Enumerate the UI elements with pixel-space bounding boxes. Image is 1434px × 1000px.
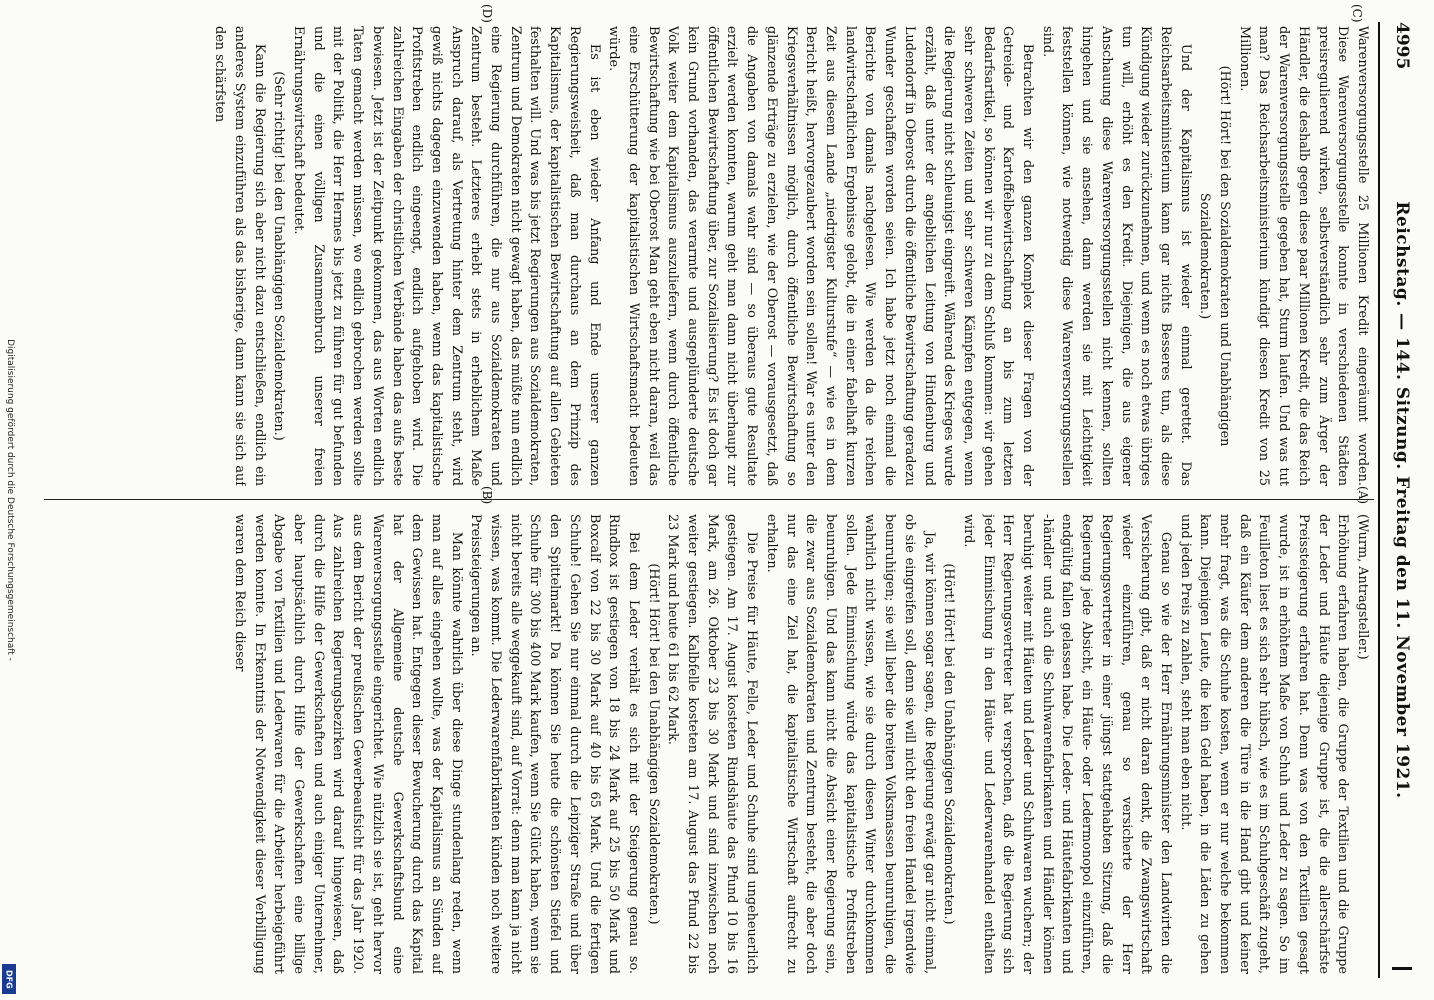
paragraph: Die Preise für Häute, Felle, Leder und Schuhe sind ungeheuerlich gestiegen. Am 17. August kosteten Rindshäute das Pfund 10 bis 16 Mark, am 26. Oktober 23 bis 30 Mark und sind inzwischen noch weiter gestiegen. Kalbfelle kosteten am 17. August das Pfund 22 bis 23 Mark und heute 61 bis 62 Mark. — [665, 514, 760, 974]
paragraph: Es ist eben wieder Anfang und Ende unserer ganzen Regierungsweisheit, daß man durchaus an dem Prinzip des Kapitalismus, der kapitalistischen Bewirtschaftung auf allen Gebieten festhalten will. Und was bis jetzt Regierungen aus Sozialdemokraten, Zentrum und Demokraten nicht gewagt haben, das müßte nun endlich eine Regierung durchführen, die nur aus Sozialdemokraten und Zentrum besteht. Letzteres erhebt stets in erheblichem Maße Anspruch darauf, als Vertretung hinter dem Zentrum steht, wird gewiß nichts dagegen einzuwenden haben, wenn das kapitalistische Profitstreben endlich eingeengt, endlich aufgehoben wird. Die zahlreichen Eingaben der christlichen Verbände haben das aufs beste bewiesen. Jetzt ist der Zeitpunkt gekommen, das aus Worten endlich Taten gemacht werden müssen, wo endlich gebrochen werden sollte mit der Politik, die Herr Hermes bis jetzt zu führen für gut befunden und die einen völligen Zusammenbruch unserer freien Ernährungswirtschaft bedeutet. — [291, 26, 602, 486]
speaker-line: (Wurm, Antragsteller.) — [1355, 514, 1370, 660]
header-rule — [1392, 967, 1412, 978]
paragraph: Und der Kapitalismus ist wieder einmal gerettet. Das Reichsarbeitsministerium kann gar nichts Besseres tun, als diese Kündigung wieder zurückzunehmen, und wenn es noch etwas übriges tun will, erhöht es den Kredit. Diejenigen, die aus eigener Anschauung diese Warenversorgungsstellen nicht kennen, sollten hingehen und sie ansehen, dann werden sie mit Leichtigkeit feststellen können, wie notwendig diese Warenversorgungsstellen sind. — [1039, 26, 1193, 486]
page-number: 4995 — [1392, 22, 1412, 70]
paragraph: Ja, wir können sogar sagen, die Regierung erwägt gar nicht einmal, ob sie eingreifen soll, denn sie will nicht den freien Handel irgendwie beunruhigen; sie will lieber die breiten Volksmassen beunruhigen, die wahrlich nicht wissen, wie sie durch diesen Winter durchkommen sollen. Jede Einmischung würde das kapitalistische Profitstreben beunruhigen. Und das kann nicht die Absicht einer Regierung sein, die zwar aus Sozialdemokraten und Zentrum besteht, die aber doch nur das eine Ziel hat, die kapitalistische Wirtschaft aufrecht zu erhalten. — [763, 514, 937, 974]
running-title: Reichstag. — 144. Sitzung. Freitag den 11. November 1921. — [1392, 201, 1412, 799]
paragraph: Man könnte wahrlich über diese Dinge stundenlang reden, wenn man auf alles eingehen wollte, was der Kapitalismus an Sünden auf dem Gewissen hat. Entgegen dieser Bewucherung durch das Kapital hat der Allgemeine deutsche Gewerkschaftsbund eine Warenversorgungsstelle eingerichtet. Wie nützlich sie ist, geht hervor aus dem Bericht der preußischen Gewerbeaufsicht für das Jahr 1920. Aus zahlreichen Regierungsbezirken wird darauf hingewiesen, daß durch die Hilfe der Gewerkschaften und auch einiger Unternehmer, aber hauptsächlich durch Hilfe der Gewerkschaften eine billige Abgabe von Textilien und Lederwaren für die Arbeiter herbeigeführt werden konnte. In Erkenntnis der Notwendigkeit dieser Verbilligung waren dem Reich dieser — [231, 514, 464, 974]
margin-letter-b: (B) — [480, 486, 494, 505]
right-text-column — [42, 514, 1372, 974]
interjection: (Sehr richtig! bei den Unabhängigen Sozialdemokraten.) — [271, 71, 287, 441]
paragraph: Warenversorgungsstelle 25 Millionen Kredit eingeräumt worden. Diese Warenversorgungsstelle konnte in verschiedenen Städten preisregulierend wirken, selbstverständlich sehr zum Ärger der Händler, die deshalb gegen diese paar Millionen Kredit, die das Reich der Warenversorgungsstelle gegeben hat, Sturm laufen. Und was tut man? Das Reichsarbeitsministerium kündigt diesen Kredit von 25 Millionen. — [1236, 26, 1370, 486]
credit-strip — [0, 0, 20, 1000]
page-header — [1378, 22, 1420, 978]
scanned-page — [20, 0, 1434, 1000]
paragraph: Betrachten wir den ganzen Komplex dieser Fragen von der Getreide- und Kartoffelbewirtschaftung an bis zum letzten Bedarfsartikel, so können wir nur zu dem Schluß kommen: wir gehen sehr schweren Zeiten und sehr schweren Kämpfen entgegen, wenn die Regierung nicht schleunigst eingreift. Während des Krieges wurde erzählt, daß unter der angeblichen Leitung von Hindenburg und Ludendorff in Oberost durch die öffentliche Bewirtschaftung geradezu Wunder geschaffen worden seien. Ich habe jetzt noch einmal die Berichte von damals nachgelesen. Wie werden da die reichen landwirtschaftlichen Ergebnisse gelobt, die in einer fabelhaft kurzen Zeit aus diesem Lande „niedrigster Kulturstufe“ — wie es in dem Bericht heißt, hervorgezaubert worden sein sollen! War es unter den Kriegsverhältnissen möglich, durch öffentliche Bewirtschaftung so glänzende Erträge zu erzielen, wie der Oberost — vorausgesetzt, daß die Angaben von damals wahr sind — so überaus gute Resultate erzielt werden konnten, warum geht man dann nicht überhaupt zur öffentlichen Bewirtschaftung über, zur Sozialisierung? Es ist doch gar kein Grund vorhanden, das verarmte und ausgeplünderte deutsche Volk weiter dem Kapitalismus auszuliefern, wenn durch öffentliche Bewirtschaftung wie bei Oberost Man geht eben nicht daran, weil das eine Erschütterung der kapitalistischen Wirtschaftsmacht bedeuten würde. — [606, 26, 1036, 486]
interjection: (Hört! Hört! bei den Unabhängigen Sozialdemokraten.) — [941, 563, 957, 925]
left-text-column — [42, 26, 1372, 486]
paragraph: Genau so wie der Herr Ernährungsminister den Landwirten die Versicherung gibt, daß er nicht daran denkt, die Zwangswirtschaft wieder einzuführen, genau so versicherte der Herr Regierungsvertreter in einer jüngst stattgehabten Sitzung, daß die Regierung jede Absicht, ein Häute- oder Ledermonopol einzuführen, endgültig fallen gelassen habe. Die Leder- und Häutefabrikanten und -händler und auch die Schuhwarenfabrikanten und Händler können beruhigt weiter mit Häuten und Leder und Schuhwaren wuchern; der Herr Regierungsvertreter hat versprochen, daß die Regierung sich jeder Einmischung in den Häute- und Lederwarenhandel enthalten wird. — [960, 514, 1173, 974]
margin-letter-d: (D) — [480, 4, 494, 23]
dfg-logo: DFG — [2, 964, 16, 994]
paragraph: Kann die Regierung sich aber nicht dazu entschließen, endlich ein anderes System einzuführen als das bisherige, dann kann sie sich auf den schärfsten — [212, 26, 267, 486]
margin-letter-a: (A) — [1356, 486, 1370, 505]
paragraph: Bei dem Leder verhält es sich mit der Steigerung genau so. Rindbox ist gestiegen von 18 bis 24 Mark auf 25 bis 50 Mark und Boxcalf von 22 bis 30 Mark auf 40 bis 65 Mark. Und die fertigen Schuhe! Gehen Sie nur einmal durch die Leipziger Straße und über den Spittelmarkt! Da können Sie heute die schönsten Stiefel und Schuhe für 300 bis 400 Mark kaufen, wenn Sie Glück haben, wenn sie nicht bereits alle weggekauft sind, auf Vorrat: denn man kann ja nicht wissen, was kommt. Die Lederwarenfabrikanten künden noch weitere Preissteigerungen an. — [468, 514, 641, 974]
interjection: (Hört! Hört! bei den Unabhängigen Sozialdemokraten.) — [645, 563, 661, 925]
credit-text: Digitalisierung gefördert durch die Deutsche Forschungsgemeinschaft - — [5, 339, 15, 661]
rotated-page-content — [20, 0, 1434, 1000]
column-divider — [44, 499, 1374, 500]
margin-letter-c: (C) — [1350, 4, 1364, 23]
paragraph: Erhöhung erfahren haben, die Gruppe der Textilien und die Gruppe der Leder und Häute diejenige Gruppe ist, die die allerschärfste Preissteigerung erfahren hat. Denn was von den Textilien gesagt wurde, ist in erhöhtem Maße von Schuh und Leder zu sagen. So im Feuilleton liest es sich sehr hübsch, wie es im Schuhgeschäft zugeht, daß ein Käufer dem anderen die Türe in die Hand gibt und keiner mehr fragt, was die Schuhe kosten, wenn er nur welche bekommen kann. Diejenigen Leute, die kein Geld haben, in die Läden zu gehen und jeden Preis zu zahlen, steht man eben nicht. — [1177, 514, 1351, 974]
interjection: (Hört! Hört! bei den Sozialdemokraten und Unabhängigen Sozialdemokraten.) — [1197, 65, 1233, 447]
